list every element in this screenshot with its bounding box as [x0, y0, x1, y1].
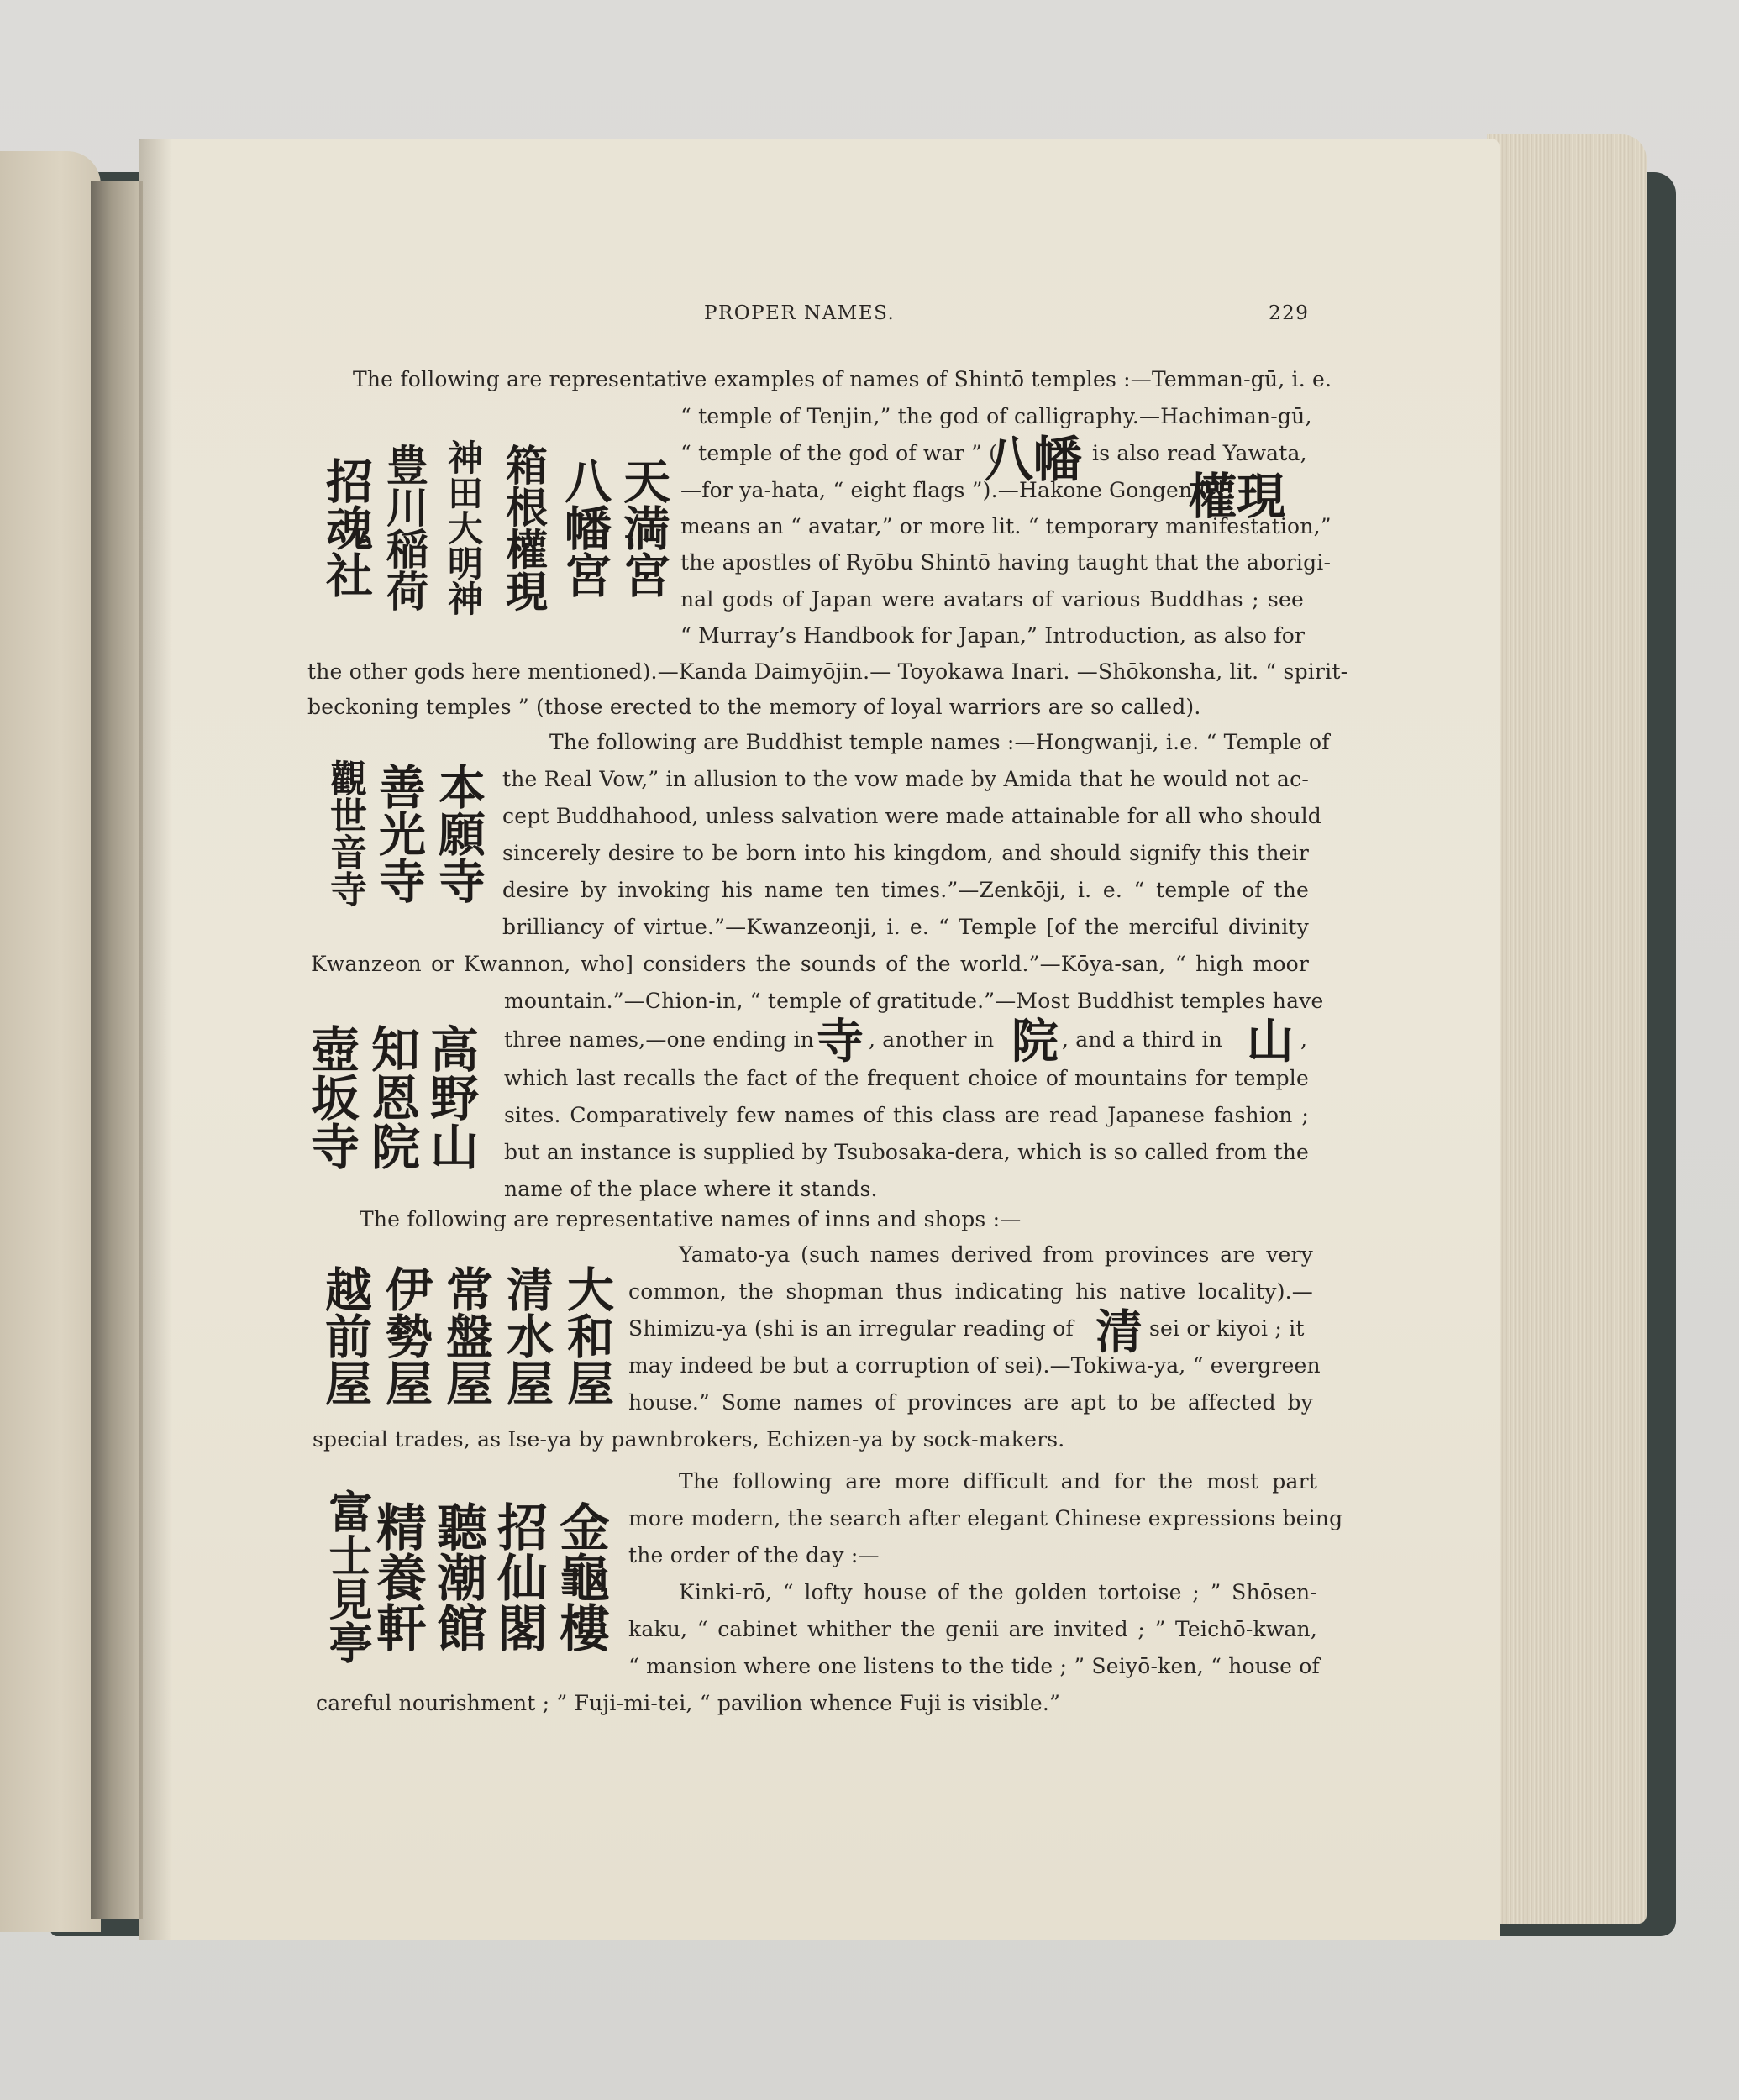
text-line: three names,—one ending in	[504, 1027, 815, 1052]
running-header: PROPER NAMES.	[704, 302, 896, 324]
kanji-column: 豊川稲荷	[380, 444, 428, 612]
book-gutter	[91, 181, 143, 1919]
kanji-column: 金龜樓	[551, 1501, 610, 1652]
kanji-column: 神田大明神	[443, 439, 484, 616]
kanji-column: 精養軒	[368, 1501, 427, 1652]
text-line: The following are representative examples of names of Shintō temples :—Temman-gū, i. e.	[353, 367, 1332, 391]
text-line: sites. Comparatively few names of this class are read Japanese fashion ;	[504, 1103, 1309, 1127]
text-line: sincerely desire to be born into his kingdom, and should signify this their	[502, 841, 1309, 865]
text-line: beckoning temples ” (those erected to the memory of loyal warriors are so called).	[307, 695, 1201, 719]
text-line: Shimizu-ya (shi is an irregular reading of	[628, 1316, 1074, 1341]
text-line: “ mansion where one listens to the tide ; ” Seiyō-ken, “ house of	[628, 1654, 1320, 1678]
text-line: the apostles of Ryōbu Shintō having taught that the aborigi-	[680, 550, 1332, 575]
page-edges	[1487, 134, 1647, 1924]
text-line: The following are Buddhist temple names :—Hongwanji, i.e. “ Temple of	[549, 730, 1330, 754]
comma: ,	[1300, 1027, 1308, 1052]
text-line: Yamato-ya (such names derived from provinces are very	[679, 1242, 1313, 1267]
kanji-column: 清水屋	[499, 1265, 554, 1406]
left-page	[0, 151, 101, 1932]
text-line: name of the place where it stands.	[504, 1177, 878, 1201]
text-line: means an “ avatar,” or more lit. “ temporary manifestation,”	[680, 514, 1332, 538]
inline-kanji: 權現	[1188, 468, 1286, 525]
kanji-column: 箱根權現	[499, 444, 548, 612]
text-line: nal gods of Japan were avatars of various Buddhas ; see	[680, 587, 1304, 612]
text-line: , and a third in	[1062, 1027, 1223, 1052]
text-line: common, the shopman thus indicating his native locality).—	[628, 1279, 1313, 1304]
text-line: , another in	[869, 1027, 995, 1052]
inline-kanji: 八幡	[985, 431, 1083, 488]
text-line: brilliancy of virtue.”—Kwanzeonji, i. e. “ Temple [of the merciful divinity	[502, 915, 1309, 939]
inline-kanji: 清	[1095, 1305, 1143, 1360]
text-line: may indeed be but a corruption of sei).—Tokiwa-ya, “ evergreen	[628, 1353, 1321, 1378]
kanji-column: 壺坂寺	[302, 1024, 360, 1170]
kanji-column: 富士見亭	[321, 1489, 371, 1664]
text-line: but an instance is supplied by Tsubosaka-dera, which is so called from the	[504, 1140, 1309, 1164]
page-shadow	[139, 139, 172, 1940]
text-line: house.” Some names of provinces are apt to be affected by	[628, 1390, 1313, 1415]
text-line: mountain.”—Chion-in, “ temple of gratitude.”—Most Buddhist temples have	[504, 989, 1324, 1013]
kanji-column: 高野山	[422, 1024, 479, 1170]
text-line: is also read Yawata,	[1092, 441, 1307, 465]
kanji-column: 知恩院	[363, 1024, 420, 1170]
kanji-column: 大和屋	[560, 1265, 614, 1406]
text-line: Kinki-rō, “ lofty house of the golden tortoise ; ” Shōsen-	[679, 1580, 1317, 1604]
text-line: which last recalls the fact of the frequent choice of mountains for temple	[504, 1066, 1309, 1090]
text-line: special trades, as Ise-ya by pawnbrokers, Echizen-ya by sock-makers.	[313, 1427, 1065, 1452]
text-line: kaku, “ cabinet whither the genii are invited ; ” Teichō-kwan,	[628, 1617, 1317, 1641]
inline-kanji: 山	[1247, 1015, 1294, 1069]
text-line: more modern, the search after elegant Chinese expressions being	[628, 1506, 1343, 1530]
kanji-column: 聽潮館	[428, 1501, 487, 1652]
kanji-column: 八幡宮	[557, 457, 612, 598]
text-line: The following are more difficult and for the most part	[679, 1469, 1317, 1494]
text-line: —for ya-hata, “ eight flags ”).—Hakone Gongen (	[680, 478, 1208, 502]
kanji-column: 招仙閣	[489, 1501, 548, 1652]
kanji-column: 伊勢屋	[378, 1265, 433, 1406]
text-line: “ temple of Tenjin,” the god of calligraphy.—Hachiman-gū,	[680, 404, 1312, 428]
text-line: cept Buddhahood, unless salvation were made attainable for all who should	[502, 804, 1321, 828]
text-line: careful nourishment ; ” Fuji-mi-tei, “ pavilion whence Fuji is visible.”	[316, 1691, 1061, 1715]
text-line: “ Murray’s Handbook for Japan,” Introduction, as also for	[680, 623, 1306, 648]
kanji-column: 本願寺	[431, 763, 486, 904]
kanji-column: 善光寺	[371, 763, 426, 904]
text-line: desire by invoking his name ten times.”—Zenkōji, i. e. “ temple of the	[502, 878, 1309, 902]
kanji-column: 觀世音寺	[323, 759, 366, 907]
inline-kanji: 院	[1011, 1015, 1059, 1069]
text-line: sei or kiyoi ; it	[1149, 1316, 1305, 1341]
inline-kanji: 寺	[817, 1015, 864, 1069]
kanji-column: 招魂社	[318, 457, 373, 598]
kanji-column: 常盤屋	[439, 1265, 493, 1406]
page-number: 229	[1269, 302, 1310, 324]
text-line: Kwanzeon or Kwannon, who] considers the sounds of the world.”—Kōya-san, “ high moor	[311, 952, 1309, 976]
text-line: The following are representative names of inns and shops :—	[360, 1207, 1022, 1231]
kanji-column: 天満宮	[616, 457, 670, 598]
kanji-column: 越前屋	[318, 1265, 372, 1406]
text-line: the Real Vow,” in allusion to the vow made by Amida that he would not ac-	[502, 767, 1309, 791]
text-line: “ temple of the god of war ” (	[680, 441, 998, 465]
text-line: the order of the day :—	[628, 1543, 880, 1567]
text-line: the other gods here mentioned).—Kanda Daimyōjin.— Toyokawa Inari. —Shōkonsha, lit. “ spirit-	[307, 659, 1348, 684]
